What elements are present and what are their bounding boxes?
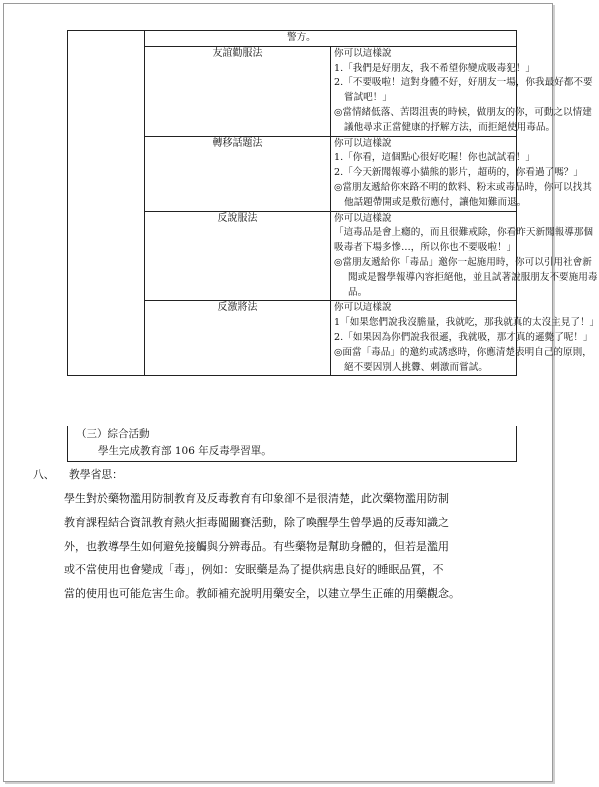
content-line: 他話題帶開或是敷衍應付，讓他知難而退。 — [344, 196, 527, 208]
method-name-cell: 反說服法 — [145, 211, 331, 301]
reflection-line: 教育課程結合資訊教育熱火拒毒闖關賽活動，除了喚醒學生曾學過的反毒知識之 — [64, 515, 449, 529]
content-line: ◎當情緒低落、苦悶沮喪的時候，做朋友的你，可動之以情建 — [334, 106, 592, 118]
content-line: 品。 — [348, 286, 368, 298]
content-line: 議他尋求正當健康的抒解方法，而拒絕使用毒品。 — [344, 121, 556, 133]
reflection-line: 學生對於藥物濫用防制教育及反毒教育有印象卻不是很清楚，此次藥物濫用防制 — [64, 492, 449, 505]
activity-heading: （三）綜合活動 — [76, 428, 150, 440]
content-line: ◎當朋友遞給你「毒品」邀你一起施用時，你可以引用社會新 — [334, 256, 592, 268]
refusal-strategy-table — [67, 30, 599, 376]
content-line: 嘗試吧！」 — [344, 92, 392, 104]
method-name-cell: 友誼勸服法 — [145, 46, 331, 136]
section-number: 八、 — [33, 468, 55, 481]
content-line: 2.「不要吸啦！這對身體不好，好朋友一場，你我最好都不要 — [334, 77, 593, 89]
content-line: 「這毒品是會上癮的，而且很難戒除，你看昨天新聞報導那個 — [334, 227, 594, 239]
method-content-cell — [331, 211, 598, 301]
reflection-line: 外，也教導學生如何避免接觸與分辨毒品。有些藥物是幫助身體的，但若是濫用 — [64, 539, 449, 553]
content-line: ◎面當「毒品」的邀約或誘惑時，你應清楚表明自己的原則， — [334, 346, 592, 358]
content-line: 你可以這樣說 — [334, 47, 392, 59]
activity-body: 學生完成教育部 106 年反毒學習單。 — [98, 445, 272, 457]
content-line: 1.「我們是好朋友，我不希望你變成吸毒犯！」 — [334, 62, 536, 74]
method-content-cell — [331, 46, 593, 136]
content-line: 聞或是醫學報導內容拒絕他，並且試著說服朋友不要施用毒 — [348, 271, 598, 283]
section-eight-heading — [33, 466, 123, 483]
table-row-top — [68, 31, 517, 47]
method-name-cell: 轉移話題法 — [145, 136, 331, 211]
activity-section — [67, 426, 517, 462]
content-line: 2.「如果因為你們說我很遜，我就吸，那才真的遜斃了呢！」 — [334, 331, 593, 343]
method-content-cell — [331, 301, 599, 376]
content-line: 吸毒者下場多慘…，所以你也不要吸啦！」 — [334, 242, 517, 254]
content-line: 1.「你看，這個點心很好吃喔！你也試試看！」 — [334, 152, 536, 164]
blank-left-column — [68, 31, 145, 376]
method-content-cell — [331, 136, 592, 211]
reflection-line: 或不當使用也會變成「毒」，例如：安眠藥是為了提供病患良好的睡眠品質，不 — [64, 563, 444, 577]
content-line: 你可以這樣說 — [334, 212, 392, 224]
content-line: ◎當朋友遞給你來路不明的飲料、粉末或毒品時，你可以找其 — [334, 181, 592, 193]
content-line: 1「如果您們說我沒膽量，我就吃，那我就真的太沒主見了！」 — [334, 317, 599, 329]
top-row-text: 警方。 — [287, 32, 316, 43]
section-title: 教學省思： — [69, 468, 123, 481]
reflection-line: 當的使用也可能危害生命。教師補充說明用藥安全，以建立學生正確的用藥觀念。 — [64, 587, 460, 601]
content-line: 你可以這樣說 — [334, 137, 392, 149]
content-line: 絕不要因別人挑釁、刺激而嘗試。 — [344, 361, 488, 373]
method-name-cell: 反激將法 — [145, 301, 331, 376]
top-row-cell — [145, 31, 517, 47]
content-line: 你可以這樣說 — [334, 302, 392, 314]
teaching-reflection — [64, 487, 522, 606]
content-line: 2.「今天新聞報導小貓熊的影片，超萌的，你看過了嗎？」 — [334, 167, 583, 179]
